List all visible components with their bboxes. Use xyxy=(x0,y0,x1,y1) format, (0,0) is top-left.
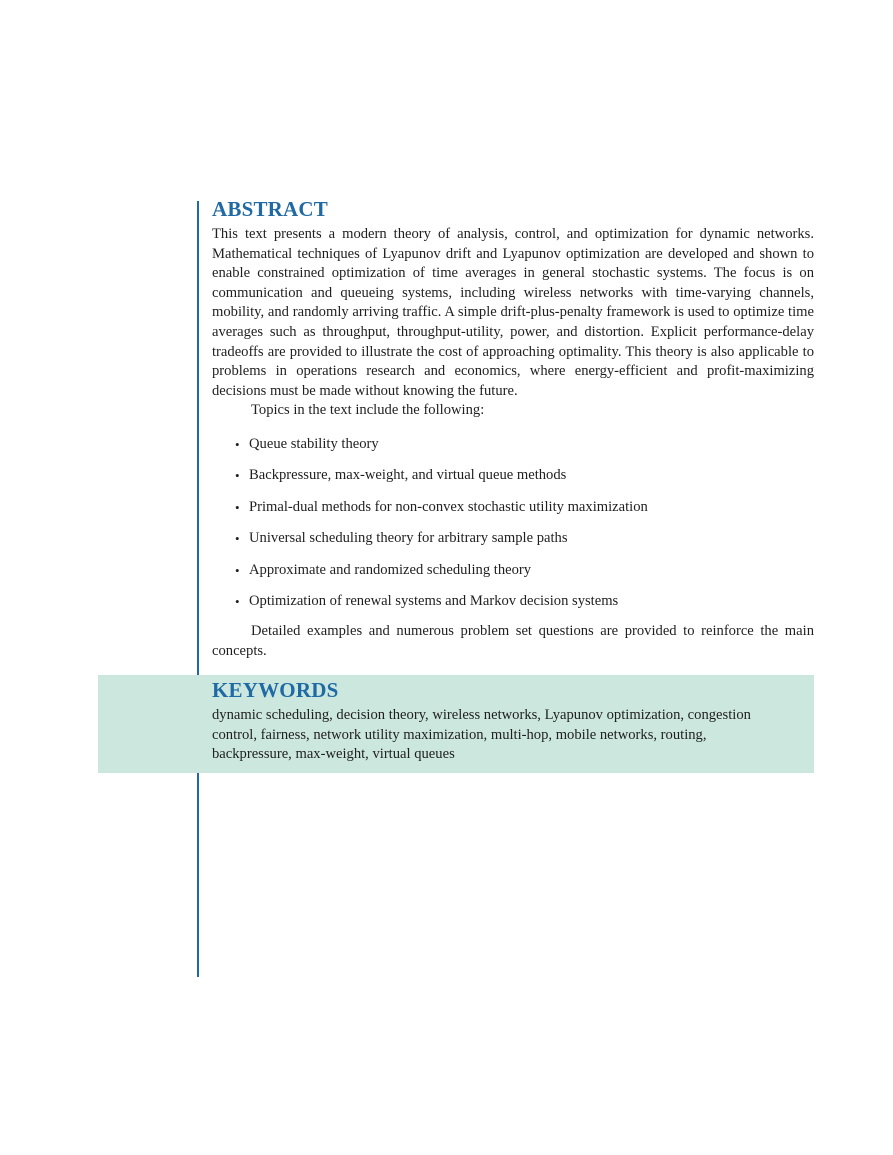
abstract-section xyxy=(212,197,814,661)
topic-text: Queue stability theory xyxy=(249,435,379,452)
list-item xyxy=(212,498,814,529)
list-item xyxy=(212,592,814,623)
list-item xyxy=(212,561,814,592)
keywords-heading: KEYWORDS xyxy=(212,678,339,702)
closing-paragraph: Detailed examples and numerous problem set questions are provided to reinforce the main concepts. xyxy=(212,623,814,659)
topics-intro: Topics in the text include the following: xyxy=(251,402,485,419)
bullet-icon: • xyxy=(235,499,240,515)
bullet-icon: • xyxy=(235,468,240,484)
abstract-paragraph: This text presents a modern theory of analysis, control, and optimization for dynamic networks. Mathematical techniques of Lyapunov drift and Lyapunov optimization are developed and shown to enable constrained optimization of time averages in general stochastic systems. The focus is on communication and queueing systems, including wireless networks with time-varying channels, mobility, and randomly arriving traffic. A simple drift-plus-penalty framework is used to optimize time averages such as throughput, throughput-utility, power, and distortion. Explicit performance-delay tradeoffs are provided to illustrate the cost of approaching optimality. This theory is also applicable to problems in operations research and economics, where energy-efficient and profit-maximizing decisions must be made without knowing the future. xyxy=(212,226,814,399)
list-item xyxy=(212,529,814,560)
margin-rule xyxy=(197,201,199,977)
list-item xyxy=(212,466,814,497)
topics-list xyxy=(212,435,814,623)
keywords-section xyxy=(212,678,772,765)
bullet-icon: • xyxy=(235,531,240,547)
keywords-text: dynamic scheduling, decision theory, wireless networks, Lyapunov optimization, congestion control, fairness, network utility maximization, multi-hop, mobile networks, routing, backpressure, max-weight, virtual queues xyxy=(212,707,751,763)
bullet-icon: • xyxy=(235,562,240,578)
topic-text: Approximate and randomized scheduling theory xyxy=(249,561,532,578)
abstract-heading: ABSTRACT xyxy=(212,197,328,221)
list-item xyxy=(212,435,814,466)
topic-text: Universal scheduling theory for arbitrary sample paths xyxy=(249,530,568,547)
bullet-icon: • xyxy=(235,593,240,609)
topic-text: Optimization of renewal systems and Markov decision systems xyxy=(249,592,619,609)
topic-text: Primal-dual methods for non-convex stochastic utility maximization xyxy=(249,498,648,515)
topic-text: Backpressure, max-weight, and virtual queue methods xyxy=(249,467,567,484)
bullet-icon: • xyxy=(235,436,240,452)
